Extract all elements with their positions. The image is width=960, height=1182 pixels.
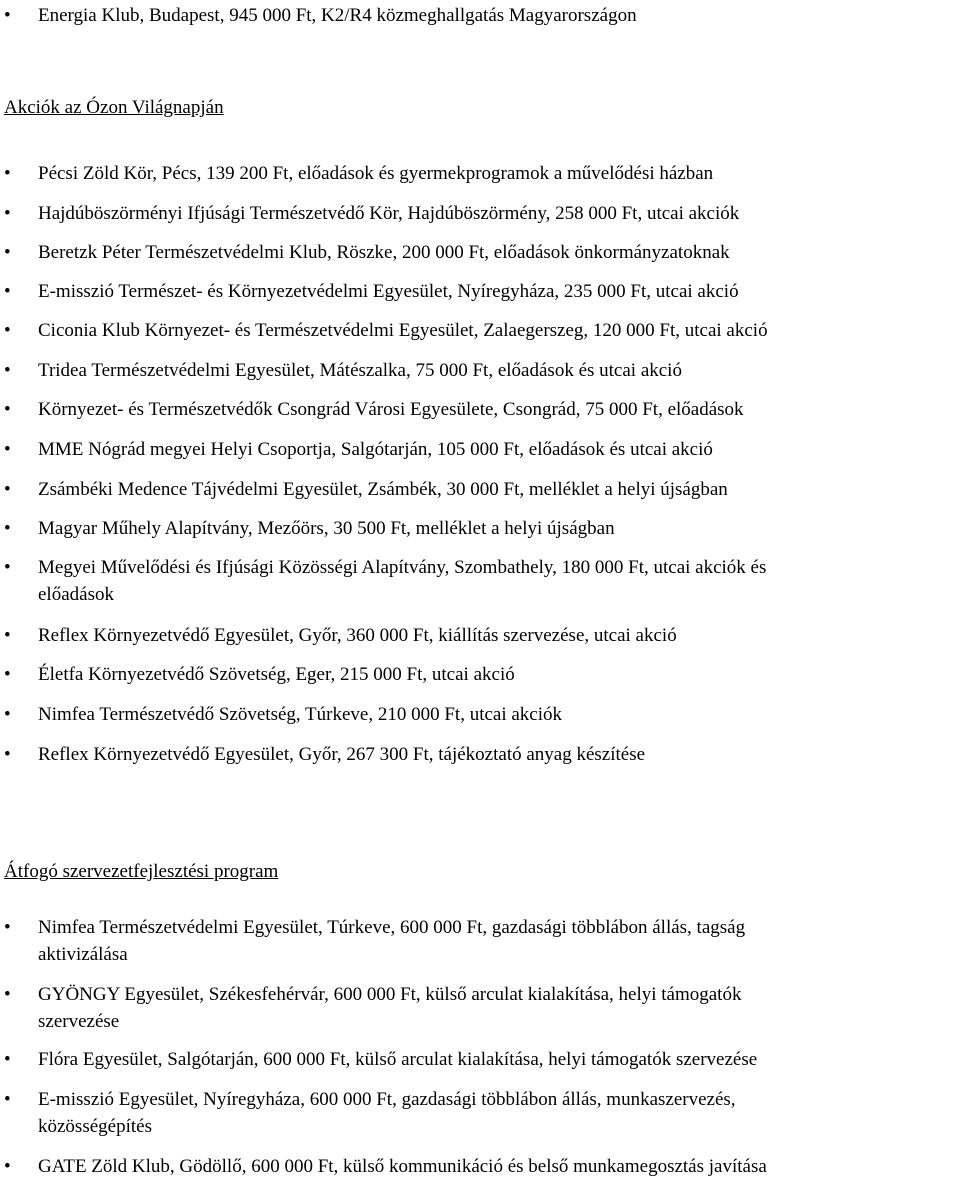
- list-item-text: Beretzk Péter Természetvédelmi Klub, Röszke, 200 000 Ft, előadások önkormányzatoknak: [38, 242, 730, 263]
- bullet-icon: •: [4, 1049, 11, 1070]
- list-item-text: Reflex Környezetvédő Egyesület, Győr, 360 000 Ft, kiállítás szervezése, utcai akció: [38, 625, 677, 646]
- list-item-text: Ciconia Klub Környezet- és Természetvédelmi Egyesület, Zalaegerszeg, 120 000 Ft, utcai akció: [38, 320, 768, 341]
- bullet-icon: •: [4, 399, 11, 420]
- bullet-icon: •: [4, 360, 11, 381]
- list-item-text: Energia Klub, Budapest, 945 000 Ft, K2/R4 közmeghallgatás Magyarországon: [38, 5, 637, 26]
- bullet-icon: •: [4, 704, 11, 725]
- bullet-icon: •: [4, 5, 11, 26]
- bullet-icon: •: [4, 281, 11, 302]
- list-item-text: közösségépítés: [38, 1116, 152, 1137]
- list-item-text: Megyei Művelődési és Ifjúsági Közösségi Alapítvány, Szombathely, 180 000 Ft, utcai akciók és: [38, 557, 767, 578]
- bullet-icon: •: [4, 664, 11, 685]
- list-item-text: előadások: [38, 584, 114, 605]
- list-item-text: MME Nógrád megyei Helyi Csoportja, Salgótarján, 105 000 Ft, előadások és utcai akció: [38, 439, 713, 460]
- list-item-text: E-misszió Természet- és Környezetvédelmi Egyesület, Nyíregyháza, 235 000 Ft, utcai akció: [38, 281, 739, 302]
- list-item-text: szervezése: [38, 1011, 120, 1032]
- bullet-icon: •: [4, 518, 11, 539]
- list-item-text: Flóra Egyesület, Salgótarján, 600 000 Ft, külső arculat kialakítása, helyi támogatók szervezése: [38, 1049, 758, 1070]
- bullet-icon: •: [4, 1156, 11, 1177]
- bullet-icon: •: [4, 479, 11, 500]
- list-item-text: E-misszió Egyesület, Nyíregyháza, 600 000 Ft, gazdasági többlábon állás, munkaszervezés,: [38, 1089, 736, 1110]
- list-item-text: Hajdúböszörményi Ifjúsági Természetvédő Kör, Hajdúböszörmény, 258 000 Ft, utcai akciók: [38, 203, 740, 224]
- section-heading-org-development: Átfogó szervezetfejlesztési program: [4, 861, 279, 882]
- section-heading-ozone-day: Akciók az Ózon Világnapján: [4, 97, 224, 118]
- list-item-text: Nimfea Természetvédelmi Egyesület, Túrkeve, 600 000 Ft, gazdasági többlábon állás, tagság: [38, 917, 746, 938]
- bullet-icon: •: [4, 984, 11, 1005]
- bullet-icon: •: [4, 557, 11, 578]
- bullet-icon: •: [4, 625, 11, 646]
- list-item-text: GYÖNGY Egyesület, Székesfehérvár, 600 000 Ft, külső arculat kialakítása, helyi támogatók: [38, 984, 742, 1005]
- list-item-text: Reflex Környezetvédő Egyesület, Győr, 267 300 Ft, tájékoztató anyag készítése: [38, 744, 646, 765]
- list-item-text: Tridea Természetvédelmi Egyesület, Mátészalka, 75 000 Ft, előadások és utcai akció: [38, 360, 682, 381]
- bullet-icon: •: [4, 1089, 11, 1110]
- list-item-text: GATE Zöld Klub, Gödöllő, 600 000 Ft, külső kommunikáció és belső munkamegosztás javítása: [38, 1156, 767, 1177]
- list-item-text: Nimfea Természetvédő Szövetség, Túrkeve, 210 000 Ft, utcai akciók: [38, 704, 563, 725]
- bullet-icon: •: [4, 242, 11, 263]
- list-item-text: Környezet- és Természetvédők Csongrád Városi Egyesülete, Csongrád, 75 000 Ft, előadások: [38, 399, 744, 420]
- list-item-text: Életfa Környezetvédő Szövetség, Eger, 215 000 Ft, utcai akció: [38, 664, 515, 685]
- bullet-icon: •: [4, 744, 11, 765]
- list-item-text: Zsámbéki Medence Tájvédelmi Egyesület, Zsámbék, 30 000 Ft, melléklet a helyi újságban: [38, 479, 728, 500]
- list-item-text: Magyar Műhely Alapítvány, Mezőörs, 30 500 Ft, melléklet a helyi újságban: [38, 518, 615, 539]
- list-item-text: aktivizálása: [38, 944, 128, 965]
- bullet-icon: •: [4, 203, 11, 224]
- bullet-icon: •: [4, 163, 11, 184]
- bullet-icon: •: [4, 917, 11, 938]
- bullet-icon: •: [4, 320, 11, 341]
- bullet-icon: •: [4, 439, 11, 460]
- list-item-text: Pécsi Zöld Kör, Pécs, 139 200 Ft, előadások és gyermekprogramok a művelődési házban: [38, 163, 714, 184]
